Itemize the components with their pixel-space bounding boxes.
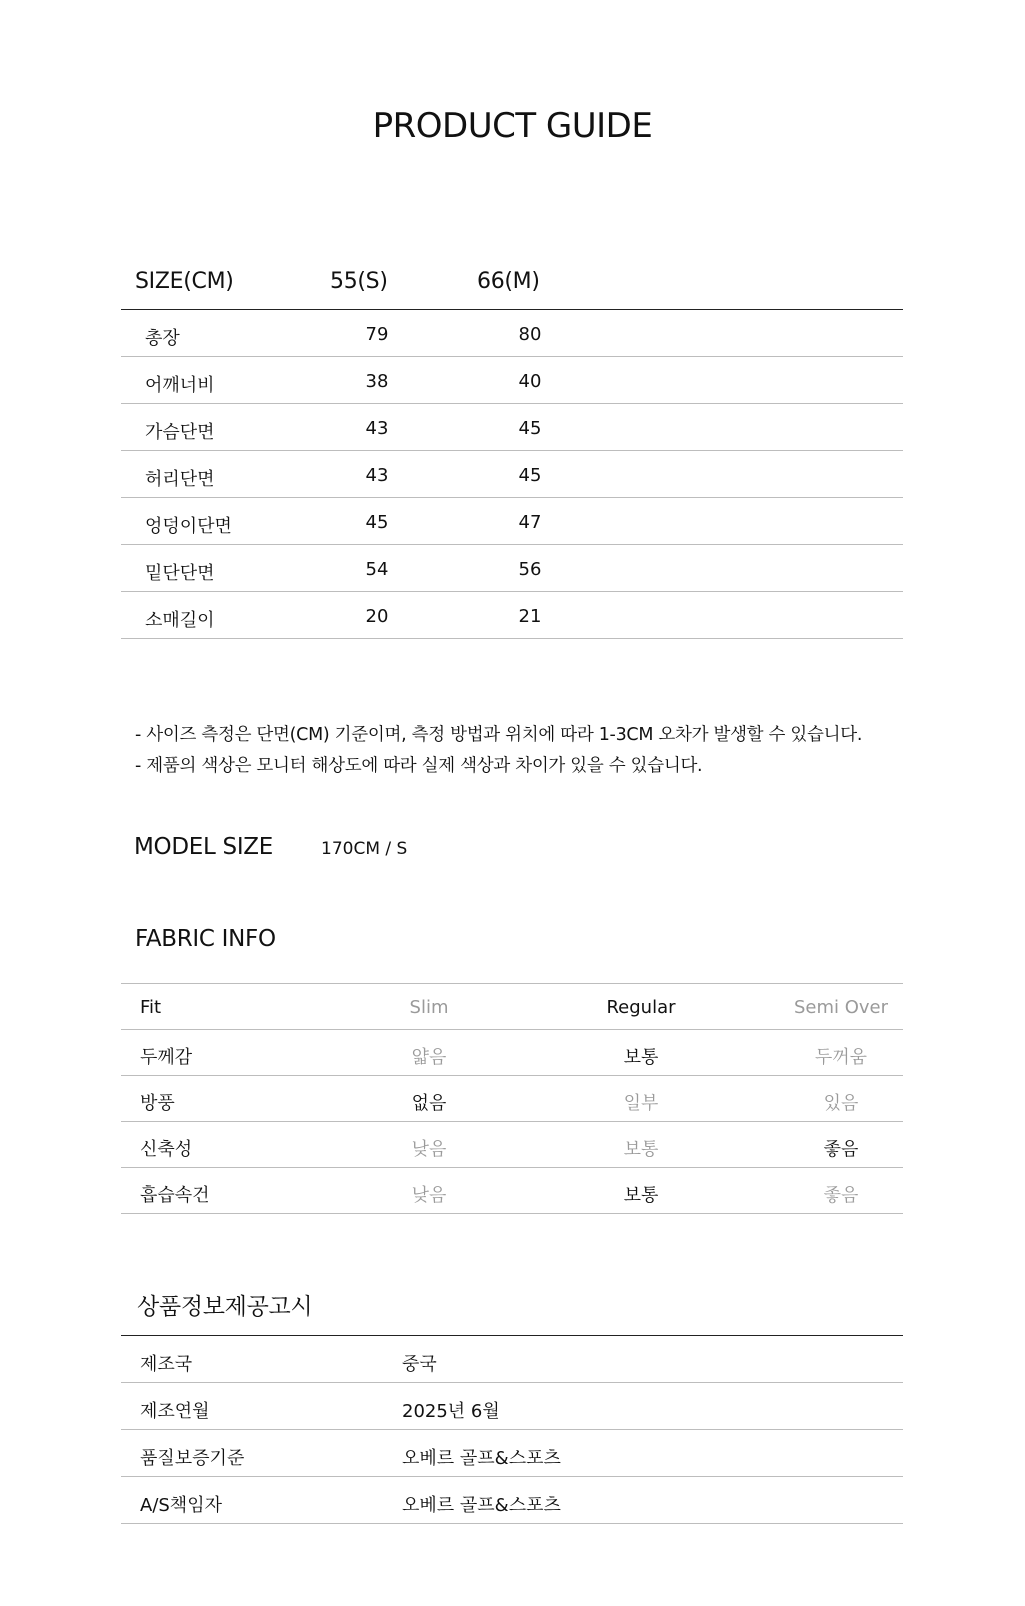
fabric-option: 보통 — [623, 1139, 659, 1160]
table-row — [121, 404, 903, 451]
table-row — [121, 498, 903, 545]
table-row — [121, 357, 903, 404]
size-row-s: 20 — [365, 606, 389, 627]
size-row-m: 21 — [518, 606, 542, 627]
size-row-label: 어깨너비 — [145, 375, 215, 396]
fabric-option: Slim — [409, 997, 449, 1018]
fabric-row-label: 흡습속건 — [140, 1185, 210, 1206]
size-row-label: 엉덩이단면 — [145, 516, 232, 537]
fabric-row-label: 신축성 — [140, 1139, 193, 1160]
table-row — [121, 984, 903, 1030]
product-notice-table — [121, 1335, 903, 1524]
size-table-header — [121, 256, 903, 310]
size-row-label: 소매길이 — [145, 610, 215, 631]
table-row — [121, 1076, 903, 1122]
size-row-label: 가슴단면 — [145, 422, 215, 443]
size-row-s: 38 — [365, 371, 389, 392]
fabric-option: 낮음 — [411, 1185, 447, 1206]
note-line: - 사이즈 측정은 단면(CM) 기준이며, 측정 방법과 위치에 따라 1-3CM 오차가 발생할 수 있습니다. — [135, 725, 863, 745]
size-row-s: 43 — [365, 465, 389, 486]
size-row-m: 40 — [518, 371, 542, 392]
fabric-option: Regular — [606, 997, 676, 1018]
size-row-m: 56 — [518, 559, 542, 580]
fabric-option: 보통 — [623, 1047, 659, 1068]
fabric-option: Semi Over — [793, 997, 889, 1018]
size-row-m: 80 — [518, 324, 542, 345]
fabric-option: 두꺼움 — [814, 1047, 868, 1068]
size-row-s: 45 — [365, 512, 389, 533]
size-row-m: 47 — [518, 512, 542, 533]
fabric-option: 낮음 — [411, 1139, 447, 1160]
table-row — [121, 1122, 903, 1168]
table-row — [121, 1030, 903, 1076]
notice-row-value: 오베르 골프&스포츠 — [402, 1495, 561, 1516]
fabric-info-title: FABRIC INFO — [135, 926, 276, 952]
size-header-label: SIZE(CM) — [135, 269, 234, 294]
notice-row-label: 제조국 — [140, 1354, 193, 1375]
fabric-option: 있음 — [823, 1093, 859, 1114]
fabric-row-label: 방풍 — [140, 1093, 175, 1114]
model-size-label: MODEL SIZE — [134, 834, 273, 860]
size-notes — [135, 720, 862, 782]
notice-row-value: 중국 — [402, 1354, 437, 1375]
fabric-option: 좋음 — [823, 1139, 859, 1160]
note-line: - 제품의 색상은 모니터 해상도에 따라 실제 색상과 차이가 있을 수 있습니다. — [135, 756, 703, 776]
size-row-m: 45 — [518, 418, 542, 439]
fabric-row-label: Fit — [140, 997, 162, 1018]
table-row — [121, 545, 903, 592]
notice-row-label: A/S책임자 — [140, 1495, 222, 1516]
notice-row-label: 품질보증기준 — [140, 1448, 245, 1469]
product-notice-title: 상품정보제공고시 — [137, 1294, 313, 1320]
table-row — [121, 451, 903, 498]
size-row-s: 54 — [365, 559, 389, 580]
size-header-m: 66(M) — [477, 269, 540, 294]
table-row — [121, 1430, 903, 1477]
size-row-label: 밑단단면 — [145, 563, 215, 584]
table-row — [121, 1336, 903, 1383]
table-row — [121, 592, 903, 639]
size-row-s: 79 — [365, 324, 389, 345]
size-row-m: 45 — [518, 465, 542, 486]
fabric-row-label: 두께감 — [140, 1047, 193, 1068]
fabric-table — [121, 983, 903, 1214]
size-header-s: 55(S) — [330, 269, 388, 294]
fabric-option: 보통 — [623, 1185, 659, 1206]
fabric-option: 얇음 — [411, 1047, 447, 1068]
fabric-option: 일부 — [623, 1093, 659, 1114]
fabric-option: 좋음 — [823, 1185, 859, 1206]
table-row — [121, 1168, 903, 1214]
size-row-label: 허리단면 — [145, 469, 215, 490]
fabric-option: 없음 — [411, 1093, 447, 1114]
notice-row-label: 제조연월 — [140, 1401, 210, 1422]
size-table — [121, 256, 903, 639]
notice-row-value: 오베르 골프&스포츠 — [402, 1448, 561, 1469]
size-row-label: 총장 — [145, 328, 180, 349]
table-row — [121, 1383, 903, 1430]
table-row — [121, 1477, 903, 1524]
table-row — [121, 310, 903, 357]
notice-row-value: 2025년 6월 — [402, 1401, 500, 1422]
page-title: PRODUCT GUIDE — [372, 106, 653, 146]
model-size-value: 170CM / S — [321, 839, 408, 859]
size-row-s: 43 — [365, 418, 389, 439]
